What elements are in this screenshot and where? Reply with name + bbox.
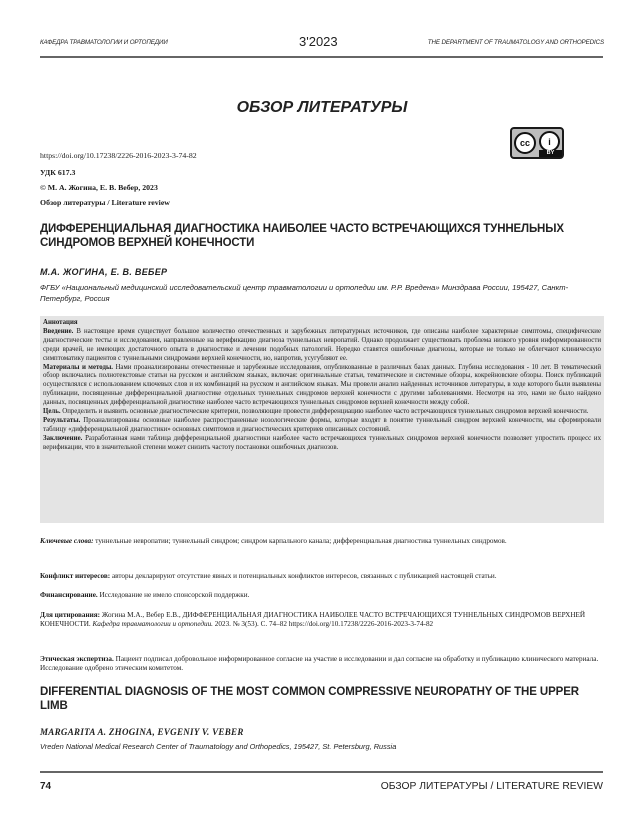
section-title: ОБЗОР ЛИТЕРАТУРЫ <box>236 99 408 116</box>
abstract-box <box>40 316 604 523</box>
cc-by-license-badge[interactable] <box>510 127 564 159</box>
issue-number: 3'2023 <box>299 34 338 49</box>
conflict-label: Конфликт интересов: <box>40 572 111 580</box>
ethics-text: Пациент подписал добровольное информированное согласие на участие в исследовании и дал согласие на обработку и публикацию клинического материала. Исследование одобрено этическим комитетом. <box>40 655 599 673</box>
udk-code: УДК 617.3 <box>40 168 76 177</box>
attribution-person-icon: i <box>539 131 560 152</box>
footer-section: ОБЗОР ЛИТЕРАТУРЫ / LITERATURE REVIEW <box>380 781 603 792</box>
results-label: Результаты. <box>43 416 81 424</box>
citation-label: Для цитирования: <box>40 611 101 619</box>
footer-rule <box>40 771 603 773</box>
doi-link[interactable]: https://doi.org/10.17238/2226-2016-2023-3-74-82 <box>40 151 197 160</box>
conclusion-text: Разработанная нами таблица дифференциальной диагностики наиболее часто встречающихся туннельных синдромов верхней конечности позволяет упростить процесс их верификации, что в значительной степени может снизить частоту постановки ошибочных диагнозов. <box>43 434 601 451</box>
affiliation-ru: ФГБУ «Национальный медицинский исследовательский центр травматологии и ортопедии им. Р.Р. Вредена» Минздрава России, 195427, Санкт-Петербург, Россия <box>40 283 569 303</box>
authors-en: MARGARITA A. ZHOGINA, EVGENIY V. VEBER <box>40 727 244 737</box>
methods-label: Материалы и методы. <box>43 363 114 371</box>
abstract-heading: Аннотация <box>43 319 78 326</box>
by-label: BY <box>539 150 562 157</box>
cc-icon: cc <box>514 132 536 154</box>
article-title-ru: ДИФФЕРЕНЦИАЛЬНАЯ ДИАГНОСТИКА НАИБОЛЕЕ ЧАСТО ВСТРЕЧАЮЩИХСЯ ТУННЕЛЬНЫХ СИНДРОМОВ ВЕРХНЕЙ КОНЕЧНОСТИ <box>40 223 564 249</box>
citation-details[interactable]: 2023. № 3(53). С. 74–82 https://doi.org/10.17238/2226-2016-2023-3-74-82 <box>214 620 434 629</box>
copyright: © М. А. Жогина, Е. В. Вебер, 2023 <box>40 183 158 192</box>
ethics-label: Этическая экспертиза. <box>40 655 114 663</box>
keywords-label: Ключевые слова: <box>40 537 94 545</box>
conclusion-label: Заключение. <box>43 434 83 442</box>
conflict-of-interest <box>40 572 604 581</box>
authors-ru: М.А. ЖОГИНА, Е. В. ВЕБЕР <box>40 267 168 277</box>
article-type: Обзор литературы / Literature review <box>40 198 170 207</box>
intro-label: Введение. <box>43 327 74 335</box>
keywords <box>40 537 604 546</box>
page-number: 74 <box>40 781 52 792</box>
citation-title: ДИФФЕРЕНЦИАЛЬНАЯ ДИАГНОСТИКА НАИБОЛЕЕ ЧАСТО ВСТРЕЧАЮЩИХСЯ ТУННЕЛЬНЫХ СИНДРОМОВ ВЕРХНЕЙ КОНЕЧНОСТИ. <box>40 611 586 629</box>
citation-authors: Жогина М.А., Вебер Е.В., <box>101 611 181 619</box>
conflict-text: авторы декларируют отсутствие явных и потенциальных конфликтов интересов, связанных с публикацией настоящей статьи. <box>111 572 497 580</box>
goal-text: Определить и выявить основные диагностические критерии, позволяющие провести дифференциацию наиболее часто встречающихся туннельных синдромов верхней конечности. <box>62 408 589 416</box>
ethics <box>40 655 604 674</box>
funding-text: Исследование не имело спонсорской поддержки. <box>99 591 250 599</box>
citation <box>40 611 604 630</box>
running-head-right: THE DEPARTMENT OF TRAUMATOLOGY AND ORTHOPEDICS <box>427 39 604 46</box>
funding-label: Финансирование. <box>40 591 98 599</box>
results-text: Проанализированы основные наиболее распространенные нозологические формы, которые входят в понятие туннельный синдром верхней конечности, мы сформировали таблицу «дифференциальной диагностики» основных симптомов и диагностических критериев описанных состояний. <box>43 416 601 433</box>
citation-journal: Кафедра травматологии и ортопедии. <box>92 620 213 629</box>
affiliation-en: Vreden National Medical Research Center of Traumatology and Orthopedics, 195427, St. Petersburg, Russia <box>40 742 397 751</box>
running-head-left: КАФЕДРА ТРАВМАТОЛОГИИ И ОРТОПЕДИИ <box>40 39 168 46</box>
article-title-en: DIFFERENTIAL DIAGNOSIS OF THE MOST COMMON COMPRESSIVE NEUROPATHY OF THE UPPER LIMB <box>40 686 580 712</box>
funding <box>40 591 604 600</box>
methods-text: Нами проанализированы отечественные и зарубежные исследования, опубликованные в различных базах данных. Глубина исследования - 10 лет. В тематический обзор включались полнотекстовые статьи на русском и английском языках, включая: оригинальные статьи, тематические и системные обзоры, кокрейновские обзоры. Поиск публикаций осуществлялся с использованием ключевых слов и их комбинаций на русском и английском языках. Мы провели анализ найденных источников литературы, в ходе которого были выявлены публикации, посвященные дифференциальной диагностике отдельных туннельных синдромов верхней конечности с другими заболеваниями. Несмотря на это, нами не было найдено данных, посвященных дифференциальной диагностике наиболее часто встречающихся туннельных синдромов верхней конечности между собой. <box>43 363 601 407</box>
goal-label: Цель. <box>43 408 61 416</box>
header-rule <box>40 56 603 58</box>
keywords-text: туннельные невропатии; туннельный синдром; синдром карпального канала; дифференциальная диагностика туннельных синдромов. <box>95 537 507 545</box>
intro-text: В настоящее время существует большое количество отечественных и зарубежных литературных источников, где описаны наиболее характерные симптомы, специфические диагностические тесты и исследования, направленные на верификацию диагноза туннельных невропатий. Однако продолжает существовать проблема низкого уровня информированности среди врачей, не имеющих достаточного опыта в диагностике и лечении подобных патологий. Нередко ставятся ошибочные диагнозы, которые не только не облегчают клиническую симптоматику пациентов с туннельными синдромами верхней конечности, но, напротив, усугубляют ее. <box>43 327 601 362</box>
